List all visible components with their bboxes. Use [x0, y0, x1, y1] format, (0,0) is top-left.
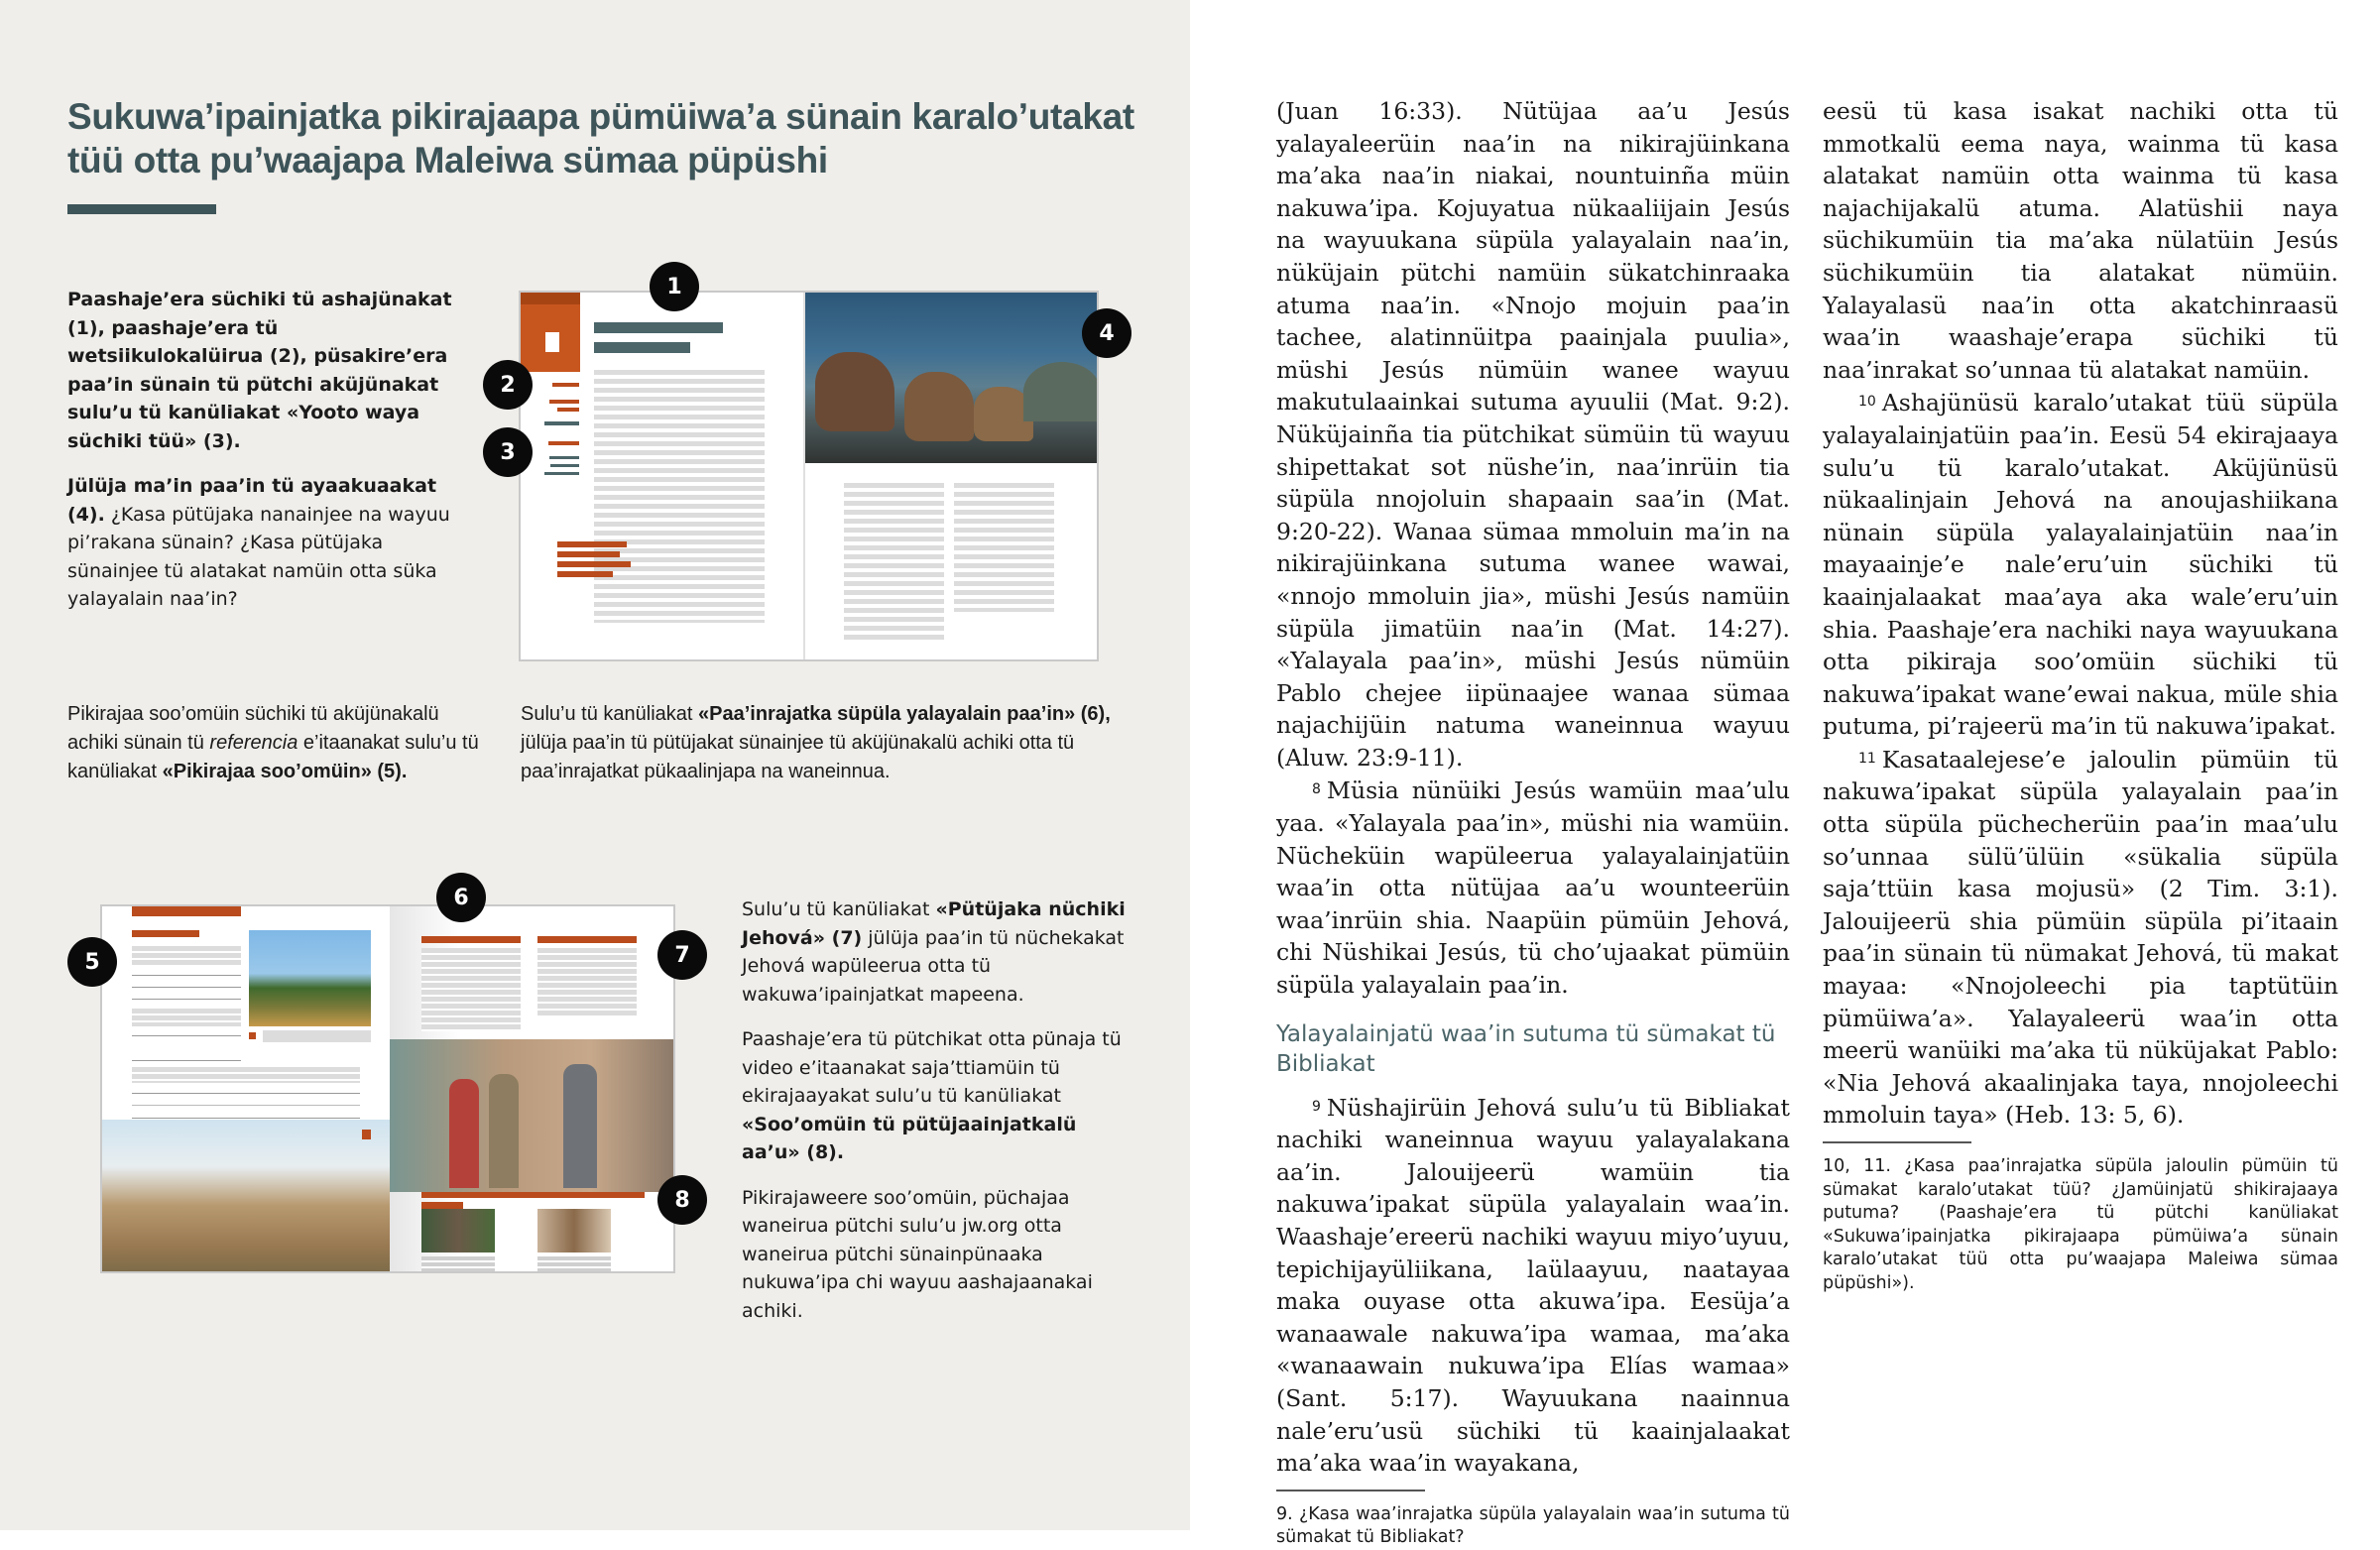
callout-badge-2: 2 — [483, 360, 533, 410]
research-tip: Pikirajaweere soo’omüin, püchajaa waneirua pütchi sulu’u jw.org otta waneirua pütchi sünainpünaaka nukuwa’ipa chi wayuu aashajaanakai achiki. — [742, 1186, 1093, 1322]
title-rule — [67, 204, 216, 214]
callout-badge-7: 7 — [657, 930, 707, 980]
illustration-bible-scene — [102, 1120, 390, 1273]
chapter-tab — [521, 293, 580, 372]
instruction-step-4: Jülüja ma’in paa’in tü ayaakuaakat (4). — [67, 475, 437, 526]
paragraph-11: $^{11}$ Kasataalejese’e jaloulin pümüin tü nakuwa’ipakat süpüla yalayalain paa’in otta süpüla püchecherüin paa’in maa’ulu so’unnaa sülü’ülüin «sükalia süpüla saja’ttüin kasa mojusü» (2 Tim. 3:1). Jalouijeerü shia pümüin süpüla pi’itaain paa’in sünain tü nümakat Jehová, tü makat mayaa: «Nnojoleechi pia taptütüin pümüiwa’a». Yalayaleerü waa’in otta meerü wanüiki ma’aka tü nüküjakat Pablo: «Nia Jehová akaalinjaka taya, nnojoleechi mmoluin taya» (Heb. 13: 5, 6). — [1823, 745, 2338, 1130]
article-column-2 — [1823, 95, 2338, 1295]
illustration-magi-camels — [805, 293, 1099, 463]
gray-text-lines-pane-a — [421, 948, 521, 1031]
book-spread-diagram-2 — [100, 904, 675, 1273]
gray-text-lines-ref — [132, 946, 241, 966]
book-spread-diagram-1 — [519, 291, 1099, 661]
study-question-9: 9. ¿Kasa waa’inrajatka süpüla yalayalain waa’in sutuma tü sümakat tü Bibliakat? — [1276, 1503, 1790, 1548]
gray-text-lines-main — [594, 370, 765, 623]
video-thumb-1 — [421, 1209, 495, 1252]
paragraph-number: 10 — [1858, 394, 1876, 411]
callout-badge-1: 1 — [650, 262, 699, 311]
gray-text-lines-pane-b — [537, 948, 637, 1017]
page-title: Sukuwa’ipainjatka pikirajaapa pümüiwa’a sünain karalo’utakat tüü otta pu’waajapa Maleiwa sümaa püpüshi — [67, 96, 1134, 180]
callout-badge-6: 6 — [436, 873, 486, 922]
paragraph-number: 11 — [1858, 750, 1876, 767]
footnote-rule — [1823, 1141, 1971, 1143]
paragraph-7-continued: (Juan 16:33). Nütüjaa aa’u Jesús yalayaleerüin naa’in na nikirajüinkana ma’aka naa’in niakai, nountuinña müin nakuwa’ipa. Kojuyatua nükaaliijain Jesús na wayuukana süpüla yalayalain naa’in, nüküjain pütchi namüin sükatchinraaka atuma naa’in. «Nnojo mojuin paa’in tachee, alatinnüitpa paainjala puulia», müshi Jesús nümüin wanee wayuu makutulaainkai sutuma ayuulii (Mat. 9:2). Nüküjainña tia pütchikat sümüin tü wayuu shipettakat sot nüshe’in, naa’inrüin tia süpüla nnojoluin shapaain saa’in (Mat. 9:20-22). Wanaa sümaa mmoluin ma’in na nikirajüinkana sutuma wanee wawai, «nnojo mmoluin jia», müshi Jesús namüin süpüla jimatüin naa’in (Mat. 14:27). «Yalayala paa’in», müshi Jesús nümüin Pablo chejee iipünaajee wanaa sümaa najachijüin natuma waneinnua wayuu (Aluw. 23:9-11). — [1276, 97, 1790, 772]
instruction-steps-1-3: Paashaje’era süchiki tü ashajünakat (1), paashaje’era tü wetsiikulokalüirua (2), püsakire’era paa’in sünain tü pütchi aküjünakat sulu’u tü kanüliakat «Yooto waya süchiki tüü» (3). — [67, 289, 452, 452]
paragraph-10: $^{10}$ Ashajünüsü karalo’utakat tüü süpüla yalayalainjatüin paa’in. Eesü 54 ekirajaaya sulu’u tü karalo’utakat. Aküjünüsü nükaalinjain Jehová na anoujashiikana nünain süpüla yalayalainjatüin naa’in mayaainje’e nale’eru’uin süchiki tü kaainjalaakat maa’aya aka wale’eru’uin shia. Paashaje’era nachiki naya wayuukana otta pikiraja soo’omüin süchiki tü nakuwa’ipakat wane’ewai nakua, müle shia putuma, pi’rajeerü ma’in tü nakuwa’ipakat. — [1823, 389, 2338, 741]
gray-text-lines-col-b — [954, 483, 1054, 612]
paragraph-number: 8 — [1312, 781, 1321, 798]
illustration-palm-grove — [249, 930, 371, 1026]
callout-badge-3: 3 — [483, 427, 533, 477]
paragraph-9: $^9$ Nüshajirüin Jehová sulu’u tü Bibliakat nachiki waneinnua wayuu yalayalakana aa’in. Jalouijeerü wamüin tia nakuwa’ipakat süpüla yalayalain waa’in. Waashaje’ereerü nachiki wayuu miyo’uyuu, tepichijayüliikana, laülaayuu, naatayaa maka ouyase otta akuwa’ipa. Eesüja’a wanaawale nakuwa’ipa wamaa, ma’aka «wanaawain nukuwa’ipa Elías wamaa» (Sant. 5:17). Wayuukana naainnua nale’eru’usü süchiki tü kaainjalaakat ma’aka waa’in wayakana, — [1276, 1093, 1790, 1478]
referencia-term: referencia — [209, 732, 298, 754]
callout-badge-8: 8 — [657, 1175, 707, 1225]
video-thumb-2 — [537, 1209, 611, 1252]
paragraph-8: $^8$ Müsia nünüiki Jesús wamüin maa’ulu yaa. «Yalayala paa’in», müshi nia wamüin. Nücheküin wapüleerua yalayalainjatüin waa’in otta nütüjaa aa’u wounteerüin waa’inrüin shia. Naapüin pümüin Jehová, chi Nüshikai Jesús, tü cho’ujaakat pümüin süpüla yalayalain paa’in. — [1276, 776, 1790, 1000]
gray-text-lines-col-a — [844, 483, 944, 642]
article-column-1 — [1276, 95, 1790, 1550]
paragraph-9-continued: eesü tü kasa isakat nachiki otta tü mmotkalü eema naya, wainma tü kasa alatakat namüin otta wainma tü kasa najachijakalü atuma. Alatüshii naya süchikumüin tia ma’aka nülatüin Jesús süchikumüin tia alatakat nümüin. Yalayalasü naa’in otta akatchinraasü waa’in waashaje’erapa süchiki tü naa’inrakat so’unnaa tü alatakat namüin. — [1823, 97, 2338, 384]
instruction-step-4-questions: ¿Kasa pütüjaka nanainjee na wayuu pi’rakana sünain? ¿Kasa pütüjaka sünainjee tü alatakat namüin otta süka yalayalain naa’in? — [67, 503, 450, 610]
instruction-block-6: Sulu’u tü kanüliakat «Paa’inrajatka süpüla yalayalain paa’in» (6), jülüja paa’in tü pütüjakat sünainjee tü aküjünakalü achiki otta tü paa’inrajatkat pükaalinjapa na waneinnua. — [521, 703, 1111, 782]
photo-congregation — [390, 1039, 675, 1192]
study-question-10-11: 10, 11. ¿Kasa paa’inrajatka süpüla jaloulin pümüin tü sümakat karalo’utakat tüü? ¿Jamüinjatü shikirajaaya putuma? (Paashaje’era tü pütchi kanüliakat «Sukuwa’ipainjatka pikirajaapa pümüiwa’a sünain karalo’utakat tüü otta pu’waajapa Maleiwa sümaa püpüshi»). — [1823, 1156, 2338, 1293]
paragraph-number: 9 — [1312, 1098, 1321, 1115]
footnote-rule — [1276, 1490, 1425, 1491]
instruction-block-5: Pikirajaa soo’omüin süchiki tü aküjünakalü achiki sünain tü referencia e’itaanakat sulu’u tü kanüliakat «Pikirajaa soo’omüin» (5). — [67, 703, 479, 782]
instruction-block-7-8: Sulu’u tü kanüliakat «Pütüjaka nüchiki Jehová» (7) jülüja paa’in tü nüchekakat Jehová wapüleerua otta tü wakuwa’ipainjatkat mapeena. Paashaje’era tü pütchikat otta pünaja tü video e’itaanakat saja’ttiamüin tü ekirajaayakat sulu’u tü kanüliakat «Soo’omüin tü pütüjaainjatkalü aa’u» (8). Pikirajaweere soo’omüin, püchajaa waneirua pütchi sulu’u jw.org otta waneirua pütchi sünainpünaaka nukuwa’ipa chi wayuu aashajaanakai achiki. — [742, 895, 1138, 1342]
instruction-block-1 — [67, 286, 469, 631]
callout-badge-4: 4 — [1082, 308, 1131, 358]
callout-badge-5: 5 — [67, 937, 117, 987]
section-subheading: Yalayalainjatü waa’in sutuma tü sümakat tü Bibliakat — [1276, 1020, 1776, 1077]
